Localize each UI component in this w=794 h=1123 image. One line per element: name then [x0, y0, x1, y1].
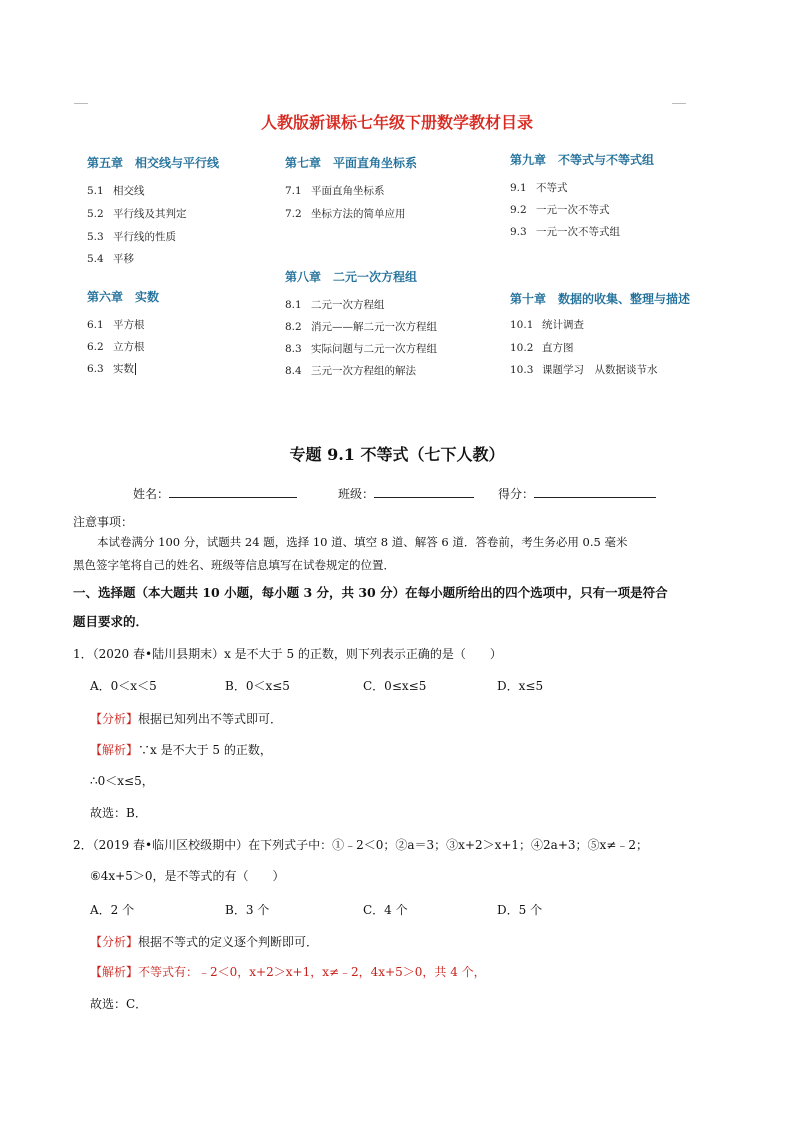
- chapter-8-title: 第八章 二元一次方程组: [285, 270, 418, 284]
- chapter-5-title: 第五章 相交线与平行线: [87, 156, 220, 170]
- section-heading-line-1: 一、选择题（本大题共 10 小题，每小题 3 分，共 30 分）在每小题所给出的四个选项中，只有一项是符合: [73, 585, 668, 600]
- chapter-10-title: 第十章 数据的收集、整理与描述: [510, 292, 691, 306]
- score-field[interactable]: 得分：: [498, 485, 656, 502]
- q1-stem: 1．（2020 春•陆川县期末）x 是不大于 5 的正数，则下列表示正确的是（ ）: [73, 647, 502, 661]
- section-heading-line-2: 题目要求的．: [73, 614, 149, 629]
- q1-option-b: B．0＜x≤5: [225, 679, 290, 693]
- toc-section-9-3: 9.3 一元一次不等式组: [510, 226, 620, 238]
- toc-section-8-2: 8.2 消元——解二元一次方程组: [285, 321, 437, 333]
- toc-title: 人教版新课标七年级下册数学教材目录: [260, 113, 533, 132]
- chapter-6-title: 第六章 实数: [87, 290, 160, 304]
- q2-option-a: A．2 个: [90, 903, 135, 917]
- class-field[interactable]: 班级：: [338, 485, 474, 502]
- text-cursor: [135, 363, 136, 375]
- q2-analysis: 【分析】根据不等式的定义逐个判断即可．: [90, 935, 319, 949]
- q1-analysis: 【分析】根据已知列出不等式即可．: [90, 712, 283, 726]
- toc-section-10-1: 10.1 统计调查: [510, 319, 584, 331]
- q2-answer: 故选：C．: [90, 997, 148, 1011]
- q2-option-d: D．5 个: [497, 903, 543, 917]
- notice-label: 注意事项：: [73, 515, 134, 529]
- toc-section-6-3: 6.3 实数: [87, 363, 134, 375]
- q2-option-c: C．4 个: [363, 903, 408, 917]
- q2-stem-line-2: ⑥4x+5＞0，是不等式的有（ ）: [90, 869, 285, 883]
- corner-mark-right: [672, 103, 686, 104]
- notice-line-2: 黑色签字笔将自己的姓名、班级等信息填写在试卷规定的位置．: [73, 558, 395, 572]
- chapter-9-title: 第九章 不等式与不等式组: [510, 153, 655, 167]
- toc-section-8-4: 8.4 三元一次方程组的解法: [285, 365, 416, 377]
- toc-section-8-1: 8.1 二元一次方程组: [285, 299, 385, 311]
- toc-section-6-1: 6.1 平方根: [87, 319, 145, 331]
- q2-stem-line-1: 2．（2019 春•临川区校级期中）在下列式子中：①﹣2＜0；②a＝3；③x+2＞x+1；④2a+3；⑤x≠﹣2；: [73, 838, 648, 852]
- toc-section-5-2: 5.2 平行线及其判定: [87, 208, 187, 220]
- toc-section-7-2: 7.2 坐标方法的简单应用: [285, 208, 406, 220]
- name-field[interactable]: 姓名：: [133, 485, 297, 502]
- toc-section-10-3: 10.3 课题学习 从数据谈节水: [510, 364, 658, 376]
- q1-solution: 【解析】∵x 是不大于 5 的正数，: [90, 743, 272, 757]
- chapter-7-title: 第七章 平面直角坐标系: [285, 156, 418, 170]
- notice-line-1: 本试卷满分 100 分，试题共 24 题，选择 10 道、填空 8 道、解答 6 道．答卷前，考生务必用 0.5 毫米: [97, 535, 628, 549]
- toc-section-6-2: 6.2 立方根: [87, 341, 145, 353]
- toc-section-5-3: 5.3 平行线的性质: [87, 231, 176, 243]
- q1-option-c: C．0≤x≤5: [363, 679, 427, 693]
- toc-section-5-1: 5.1 相交线: [87, 185, 145, 197]
- toc-section-10-2: 10.2 直方图: [510, 342, 574, 354]
- q1-answer: 故选：B．: [90, 806, 147, 820]
- q1-step: ∴0＜x≤5，: [90, 774, 154, 788]
- toc-section-5-4: 5.4 平移: [87, 253, 134, 265]
- toc-section-7-1: 7.1 平面直角坐标系: [285, 185, 385, 197]
- corner-mark-left: [74, 103, 88, 104]
- toc-section-9-2: 9.2 一元一次不等式: [510, 204, 610, 216]
- q1-option-d: D．x≤5: [497, 679, 544, 693]
- document-title: 专题 9.1 不等式（七下人教）: [289, 445, 505, 464]
- toc-section-8-3: 8.3 实际问题与二元一次方程组: [285, 343, 437, 355]
- q2-option-b: B．3 个: [225, 903, 270, 917]
- toc-section-9-1: 9.1 不等式: [510, 182, 568, 194]
- q1-option-a: A．0＜x＜5: [90, 679, 157, 693]
- q2-solution: 【解析】不等式有：﹣2＜0，x+2＞x+1，x≠﹣2，4x+5＞0，共 4 个，: [90, 965, 486, 979]
